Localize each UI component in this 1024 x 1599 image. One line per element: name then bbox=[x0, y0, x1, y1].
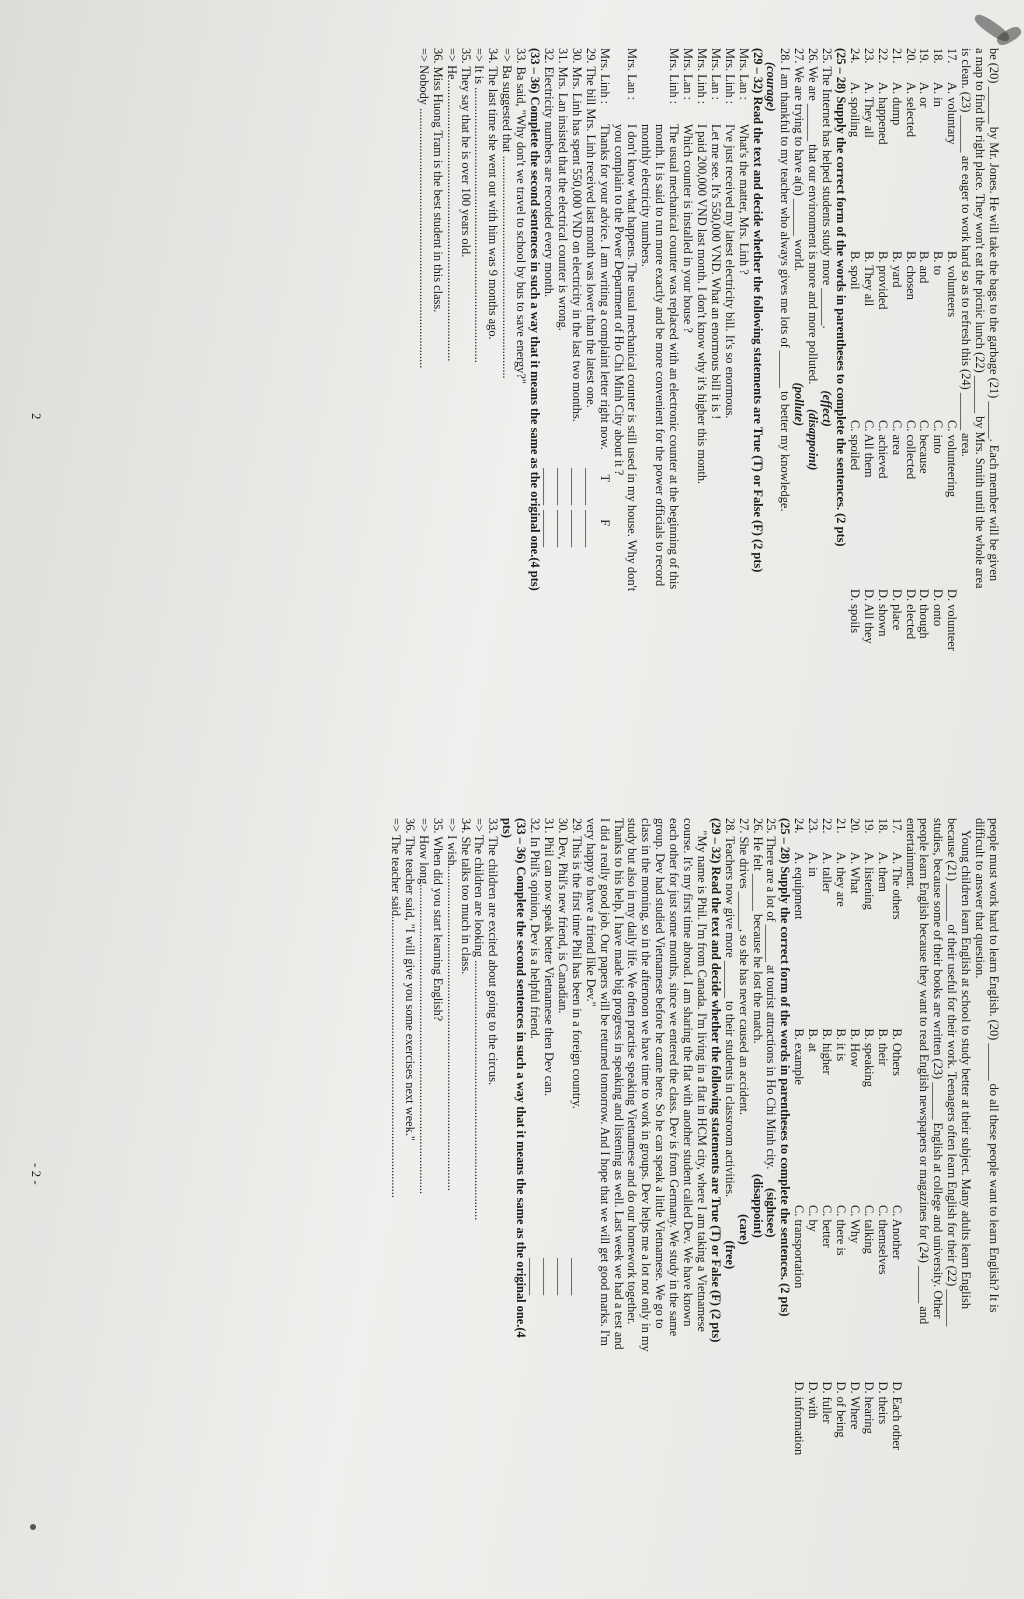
option-d: D. theirs bbox=[875, 1381, 890, 1425]
statement: 32. Electricity numbers are recorded every month. bbox=[542, 48, 556, 298]
option-a: A. listening bbox=[861, 852, 876, 910]
base-word: (sightsee) bbox=[764, 1187, 779, 1238]
line-text: Which counter is installed in your house ? bbox=[681, 124, 696, 333]
option-c: C. All them bbox=[861, 420, 876, 478]
base-word: (effect) bbox=[820, 390, 835, 427]
question-number: 19. bbox=[861, 818, 876, 834]
base-word: (disappoint) bbox=[806, 409, 821, 471]
option-row bbox=[889, 818, 903, 1558]
option-row bbox=[833, 818, 847, 1558]
word-form-item bbox=[791, 48, 805, 758]
option-d: D. volunteer bbox=[945, 589, 960, 651]
dialogue-line bbox=[597, 48, 611, 758]
option-d: D. shown bbox=[875, 589, 890, 637]
option-a: A. What bbox=[847, 852, 862, 894]
line-text: month. It is said to run more exactly and be more convenient for the power officials to record bbox=[653, 124, 668, 587]
statement: 31. Phil can now speak better Vietnamese then Dev can. bbox=[542, 818, 556, 1097]
dialogue-line bbox=[708, 48, 722, 758]
cloze-line: Young children learn English at school to study better at their subject. Many adults learn English bbox=[959, 818, 974, 1310]
rewrite-line: => He........................................................................................... bbox=[444, 48, 459, 362]
option-c: C. transportation bbox=[792, 1205, 807, 1289]
tf-item bbox=[555, 818, 569, 1558]
page-number: - 2 - bbox=[29, 1163, 44, 1185]
dialogue-line bbox=[638, 48, 652, 758]
option-d: D. place bbox=[889, 589, 904, 631]
rewrite-line: => It is ......................................................................................... bbox=[472, 48, 487, 363]
rewrite-line: 35. They say that he is over 100 years old. bbox=[458, 48, 473, 258]
answer-blank[interactable]: ______ bbox=[569, 1258, 584, 1296]
rewrite-line: => The teacher said........................................................................................... bbox=[389, 818, 404, 1198]
tf-item bbox=[541, 48, 555, 758]
true-answer-blank[interactable]: ______ bbox=[569, 468, 584, 506]
answer-blank[interactable]: ______ bbox=[528, 1258, 543, 1296]
option-b: B. speaking bbox=[861, 1028, 876, 1088]
answer-blank[interactable]: ______ bbox=[542, 1258, 556, 1296]
right-page-content bbox=[388, 818, 1000, 1558]
option-b: B. at bbox=[806, 1028, 821, 1052]
question-number: 23. bbox=[806, 818, 821, 834]
true-answer-blank[interactable]: ______ bbox=[555, 468, 570, 506]
options-list bbox=[847, 48, 958, 758]
option-row bbox=[944, 48, 958, 758]
rewrite-line: 34. The last time she went out with him was 9 months ago. bbox=[486, 48, 501, 340]
rewrite-line: 36. Miss Huong Tram is the best student in this class. bbox=[430, 48, 445, 313]
option-b: B. and bbox=[917, 251, 932, 284]
section-heading: (29 – 32) Read the text and decide whether the following statements are True (T) or False (F) (2 pts) bbox=[750, 48, 765, 573]
page-number: 2 bbox=[29, 413, 44, 420]
option-c: C. achieved bbox=[875, 420, 890, 479]
left-page-content bbox=[416, 48, 1000, 758]
false-answer-blank[interactable]: ______ bbox=[569, 510, 584, 548]
option-d: D. of being bbox=[834, 1381, 849, 1438]
item-text: 26. We are ______ that our environment is more and more polluted. bbox=[806, 48, 821, 385]
dialogue-line bbox=[625, 48, 639, 758]
word-form-item bbox=[819, 48, 833, 758]
line-text: Thanks for your advice. I am writing a complaint letter right now. bbox=[597, 124, 612, 450]
question-number: 18. bbox=[931, 48, 946, 64]
tf-item bbox=[527, 818, 541, 1558]
question-number: 24. bbox=[847, 48, 862, 64]
item-text: 27. We are trying to have a(n) ______ world. bbox=[792, 48, 807, 272]
line-text: I've just received my latest electricity bill. It's so enormous. bbox=[722, 124, 737, 419]
question-number: 21. bbox=[889, 48, 904, 64]
option-row bbox=[917, 48, 931, 758]
rewrite-line: 33. The children are excited about going to the circus. bbox=[486, 818, 501, 1086]
question-number: 24. bbox=[792, 818, 807, 834]
option-b: B. chosen bbox=[903, 251, 918, 300]
item-text: 26. He felt ______ because he lost the match. bbox=[750, 818, 765, 1044]
rewrite-line: => Nobody .................................................................................... bbox=[416, 48, 431, 369]
passage-line: course. It's my first time abroad. I am sharing the flat with another student called Dev. We have known bbox=[681, 818, 696, 1327]
option-c: C. volunteering bbox=[945, 420, 960, 498]
question-number: 17. bbox=[889, 818, 904, 834]
statement: 29. The bill Mrs. Linh received last month was lower than the latest one. bbox=[583, 48, 598, 408]
cloze-line: studies, because some of their books are written (23) ______ English at college and university. Other bbox=[931, 818, 946, 1319]
section-heading: (33 – 36) Complete the second sentences in such a way that it means the same as the original one.(4 bbox=[514, 818, 529, 1338]
cloze-line: people learn English because they want to read English newspapers or magazines for (24) ______ and bbox=[917, 818, 932, 1325]
option-b: B. How bbox=[847, 1028, 862, 1068]
section-heading: (25 – 28) Supply the correct form of the words in parentheses to complete the sentences. (2 pts) bbox=[778, 818, 793, 1317]
option-d: D. with bbox=[806, 1381, 821, 1419]
option-b: B. yard bbox=[889, 251, 904, 288]
option-row bbox=[889, 48, 903, 758]
passage-line: I did a really good job. Our papers will be returned tomorrow. And I hope that we will get good marks. I'm bbox=[597, 818, 612, 1346]
speaker: Mrs. Linh : bbox=[722, 48, 737, 105]
item-text: 25. There are a lot of ______ at tourist attractions in Ho Chi Minh city. bbox=[764, 818, 779, 1170]
line-text: Let me see. It's 550,000 VND. What an enormous bill it is ! bbox=[708, 124, 723, 420]
speaker: Mrs. Lan : bbox=[708, 48, 723, 100]
option-d: D. though bbox=[917, 589, 932, 639]
option-c: C. spoiled bbox=[847, 420, 862, 471]
dialogue-line bbox=[652, 48, 666, 758]
cloze-line: because (21) ______ of their useful for their work. Teenagers often learn English for their (22) ______ bbox=[945, 818, 960, 1327]
tf-item bbox=[583, 48, 597, 758]
option-row bbox=[819, 818, 833, 1558]
option-row bbox=[875, 48, 889, 758]
option-row bbox=[847, 818, 861, 1558]
option-c: C. Another bbox=[889, 1205, 904, 1260]
option-b: B. Others bbox=[889, 1028, 904, 1076]
rewrite-line: 36. The teacher said, "I will give you some exercises next week." bbox=[402, 818, 417, 1141]
base-word: (pollute) bbox=[792, 382, 807, 427]
option-d: D. hearing bbox=[861, 1381, 876, 1434]
item-text: 28. Teachers now give more ______ to their students in classroom activities. bbox=[722, 818, 737, 1198]
option-d: D. All they bbox=[861, 589, 876, 644]
option-a: A. The others bbox=[889, 852, 904, 920]
section-heading-cont: pts) bbox=[500, 818, 515, 838]
option-row bbox=[805, 818, 819, 1558]
option-c: C. by bbox=[806, 1205, 821, 1232]
option-b: B. volunteers bbox=[945, 251, 960, 318]
option-c: C. better bbox=[820, 1205, 835, 1248]
cloze-line: difficult to answer that question. bbox=[973, 818, 988, 979]
speaker: Mrs. Linh : bbox=[597, 48, 612, 105]
cloze-line: a map to find the right place. They won't eat the picnic lunch (22) ______ by Mrs. Smith until the whole area bbox=[973, 48, 988, 589]
option-a: A. equipment bbox=[792, 852, 807, 920]
statement: 30. Mrs. Linh has spent 550,000 VND on electricity in the last two months. bbox=[569, 48, 584, 422]
option-c: C. talking bbox=[861, 1205, 876, 1254]
option-a: A. voluntary bbox=[945, 82, 960, 145]
option-c: C. there is bbox=[834, 1205, 849, 1256]
rewrite-line: => The children are looking .................................................................................... bbox=[472, 818, 487, 1221]
word-form-item: (courage) bbox=[764, 62, 779, 112]
dialogue-line bbox=[722, 48, 736, 758]
line-with-tf-header bbox=[597, 124, 611, 758]
option-a: A. They all bbox=[861, 82, 876, 138]
rewrite-line: => I wish......................................................................................................... bbox=[444, 818, 459, 1191]
true-answer-blank[interactable]: ______ bbox=[542, 468, 556, 506]
option-row bbox=[930, 48, 944, 758]
option-b: B. They all bbox=[861, 251, 876, 307]
dot-decoration bbox=[30, 1524, 36, 1530]
statement: 32. In Phil's opinion, Dev is a helpful friend. bbox=[528, 818, 543, 1039]
option-d: D. Where bbox=[847, 1381, 862, 1430]
false-answer-blank[interactable]: ______ bbox=[542, 510, 556, 548]
item-text: 25. The Internet has helped students study more ______. bbox=[820, 48, 835, 329]
option-a: A. selected bbox=[903, 82, 918, 138]
rewrite-line: => How long.................................................................................................... bbox=[416, 818, 431, 1195]
right-page bbox=[12, 818, 1012, 1558]
line-text: What's the matter, Mrs. Linh ? bbox=[736, 124, 751, 275]
option-d: D. elected bbox=[903, 589, 918, 640]
speaker: Mrs. Linh : bbox=[667, 48, 682, 105]
line-text: I paid 200,000 VND last month. I don't know why it's higher this month. bbox=[694, 124, 709, 485]
question-number: 20. bbox=[903, 48, 918, 64]
item-text: 27. She drives ______, so she has never caused an accident. bbox=[736, 818, 751, 1115]
word-form-item bbox=[778, 48, 792, 758]
true-answer-blank[interactable]: ______ bbox=[583, 468, 598, 506]
false-label: F bbox=[597, 519, 612, 527]
dialogue-line bbox=[666, 48, 680, 758]
question-number: 22. bbox=[820, 818, 835, 834]
rewrite-line: => Ba suggested that ........................................................................ bbox=[500, 48, 515, 379]
option-b: B. spoil bbox=[847, 251, 862, 290]
question-number: 21. bbox=[834, 818, 849, 834]
passage-line: group. Dev had studied Vietnamese before he came here. So he can speak a little Vietnamese. We go to bbox=[653, 818, 668, 1329]
tf-item bbox=[555, 48, 569, 758]
question-number: 20. bbox=[847, 818, 862, 834]
option-a: A. dump bbox=[889, 82, 904, 126]
section-heading: (33 – 36) Complete the second sentences in such a way that it means the same as the original one.(4 pts) bbox=[528, 48, 543, 591]
option-c: C. themselves bbox=[875, 1205, 890, 1275]
passage-line: each other for just some months, since we entered the class. Dev is from Germany. We study in the same bbox=[667, 818, 682, 1337]
answer-blank[interactable]: ______ bbox=[555, 1258, 570, 1296]
option-c: C. Why bbox=[847, 1205, 862, 1244]
option-d: D. onto bbox=[931, 589, 946, 627]
option-row bbox=[847, 48, 861, 758]
section-heading: (25 – 28) Supply the correct form of the words in parentheses to complete the sentences. (2 pts) bbox=[834, 48, 849, 547]
rewrite-line: 34. She talks too much in class. bbox=[458, 818, 473, 975]
tf-item bbox=[569, 818, 583, 1558]
question-number: 22. bbox=[875, 48, 890, 64]
option-row bbox=[791, 818, 805, 1558]
passage-line: very happy to have a friend like Dev." bbox=[583, 818, 598, 1007]
statement: 31. Mrs. Lan insisted that the electrical counter is wrong. bbox=[555, 48, 570, 331]
option-a: A. taller bbox=[820, 852, 835, 893]
option-b: B. higher bbox=[820, 1028, 835, 1075]
tf-item bbox=[569, 48, 583, 758]
speaker: Mrs. Lan : bbox=[736, 48, 751, 100]
speaker bbox=[638, 48, 652, 124]
line-text: you complain to the Power Department of Ho Chi Minh City about it ? bbox=[611, 124, 626, 476]
option-c: C. because bbox=[917, 420, 932, 474]
word-form-item bbox=[750, 818, 764, 1558]
option-c: C. collected bbox=[903, 420, 918, 480]
dialogue-line bbox=[694, 48, 708, 758]
statement: 30. Dev, Phil's new friend, is Canadian. bbox=[555, 818, 570, 1014]
false-answer-blank[interactable]: ______ bbox=[583, 510, 598, 548]
option-d: D. fuller bbox=[820, 1381, 835, 1424]
base-word: (free) bbox=[722, 1240, 737, 1270]
option-c: C. into bbox=[931, 420, 946, 454]
base-word: (disappoint) bbox=[750, 1173, 765, 1238]
option-row bbox=[861, 48, 875, 758]
line-text: monthly electricity numbers. bbox=[639, 124, 654, 267]
option-d: D. Each other bbox=[889, 1381, 904, 1450]
option-b: B. it is bbox=[834, 1028, 849, 1062]
dialogue-line bbox=[680, 48, 694, 758]
question-number: 18. bbox=[875, 818, 890, 834]
option-a: A. spoiling bbox=[847, 82, 862, 138]
dialogue-line bbox=[736, 48, 750, 758]
word-form-item bbox=[764, 818, 778, 1558]
option-d: D. information bbox=[792, 1381, 807, 1456]
cloze-line: be (20) ______ by Mr. Jones. He will take the bags to the garbage (21) ______. Each member will be given bbox=[987, 48, 1001, 582]
option-a: A. them bbox=[875, 852, 890, 892]
false-answer-blank[interactable]: ______ bbox=[555, 510, 570, 548]
option-row bbox=[875, 818, 889, 1558]
statement: 29. This is the first time Phil has been in a foreign country. bbox=[569, 818, 584, 1109]
cloze-line: is clean. (23) ______ are eager to work hard so as to refresh this (24) ______ area. bbox=[959, 48, 974, 457]
passage-line: Thanks to his help, I have made big progress in speaking and listening as well. Last week we had a test and bbox=[611, 818, 626, 1350]
tf-item bbox=[541, 818, 555, 1558]
dialogue-line bbox=[611, 48, 625, 758]
option-a: A. they are bbox=[834, 852, 849, 907]
word-form-item bbox=[722, 818, 736, 1558]
speaker: Mrs. Linh : bbox=[694, 48, 709, 105]
exam-sheet bbox=[12, 18, 1012, 1578]
option-a: A. in bbox=[806, 852, 821, 877]
option-a: A. in bbox=[931, 82, 946, 107]
line-text: I don't know what happens. The usual mechanical counter is still used in my house. Why don't bbox=[625, 124, 640, 592]
question-number: 19. bbox=[917, 48, 932, 64]
option-row bbox=[903, 48, 917, 758]
option-row bbox=[861, 818, 875, 1558]
section-heading: (29 – 32) Read the text and decide whether the following statements are True (T) or False (F) (2 pts) bbox=[708, 818, 723, 1343]
question-number: 23. bbox=[861, 48, 876, 64]
passage-line: study but also in my daily life. We often practise speaking Vietnamese and do our homework together. bbox=[625, 818, 640, 1325]
word-form-item bbox=[805, 48, 819, 758]
true-label: T bbox=[597, 474, 612, 483]
option-a: A. happened bbox=[875, 82, 890, 145]
speaker: Mrs. Lan : bbox=[681, 48, 696, 100]
speaker bbox=[611, 48, 625, 124]
word-form-item bbox=[736, 818, 750, 1558]
option-d: D. spoils bbox=[847, 589, 862, 634]
options-list bbox=[791, 818, 902, 1558]
base-word: (care) bbox=[736, 1214, 751, 1245]
rewrite-line: 35. When did you start learning English? bbox=[430, 818, 445, 1022]
rewrite-line: 33. Ba said, "Why don't we travel to school by bus to save energy?" bbox=[514, 48, 529, 384]
cloze-line: entertainment. bbox=[903, 818, 918, 890]
speaker bbox=[652, 48, 666, 124]
option-b: B. provided bbox=[875, 251, 890, 310]
item-text: 28. I am thankful to my teacher who always gives me lots of ______ to better my knowledge. bbox=[778, 48, 793, 512]
line-text: The usual mechanical counter was replaced with an electronic counter at the beginning of this bbox=[667, 124, 682, 590]
speaker: Mrs. Lan : bbox=[625, 48, 640, 100]
passage-line: "My name is Phil. I'm from Canada. I'm living in a flat in HCM city, where I am taking a Vietnamese bbox=[694, 818, 709, 1332]
option-c: C. area bbox=[889, 420, 904, 456]
option-b: B. their bbox=[875, 1028, 890, 1066]
option-a: A. or bbox=[917, 82, 932, 108]
option-b: B. to bbox=[931, 251, 946, 276]
option-b: B. example bbox=[792, 1028, 807, 1085]
question-number: 17. bbox=[945, 48, 960, 64]
cloze-line: people must work hard to learn English. (20) ______ do all these people want to learn English? It is bbox=[987, 818, 1001, 1313]
left-page bbox=[12, 48, 1012, 758]
passage-line: class in the morning, so in the afternoon we have time to work in groups. Dev helps me a lot not only in my bbox=[639, 818, 654, 1352]
